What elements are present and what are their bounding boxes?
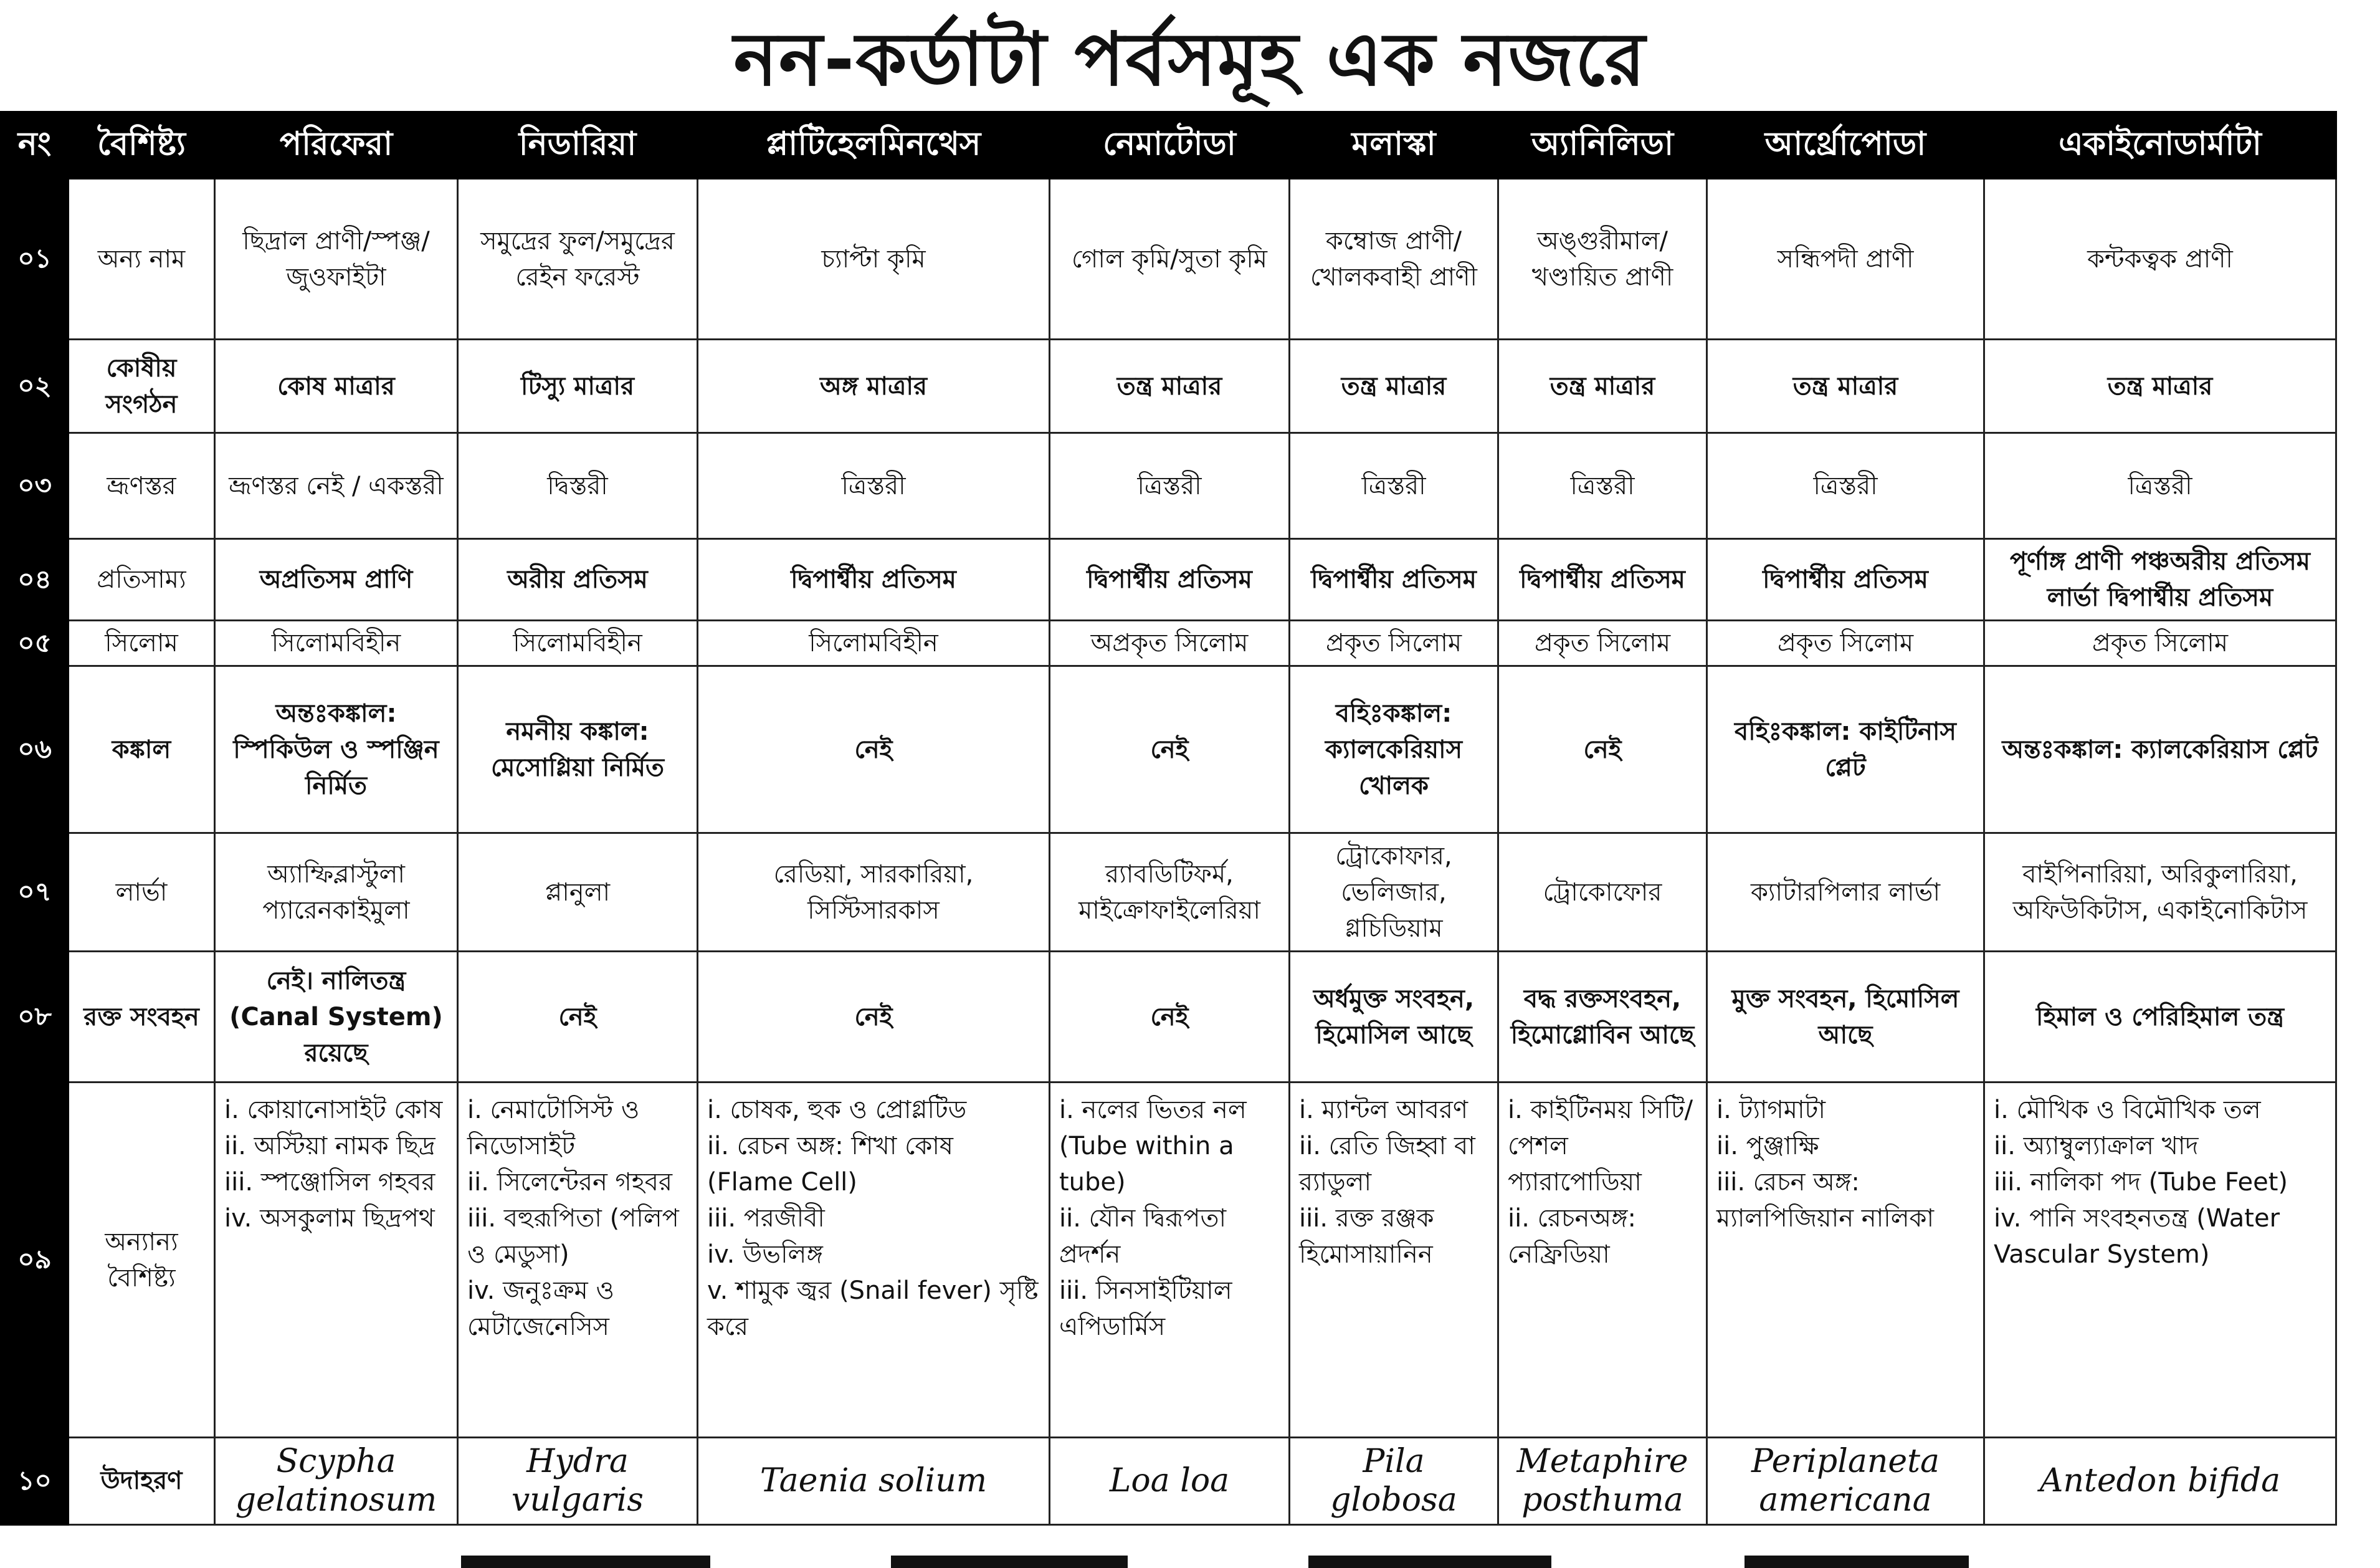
row-number: ০৯ <box>1 1083 69 1438</box>
table-cell: চ্যাপ্টা কৃমি <box>698 179 1050 340</box>
list-item: iv. পানি সংবহনতন্ত্র (Water Vascular System) <box>1994 1204 2280 1269</box>
table-cell: বহিঃকঙ্কাল: ক্যালকেরিয়াস খোলক <box>1290 666 1498 833</box>
table-cell: সন্ধিপদী প্রাণী <box>1707 179 1984 340</box>
table-cell: দ্বিপার্শ্বীয় প্রতিসম <box>1290 539 1498 621</box>
bottom-divider <box>1745 1556 1969 1568</box>
table-cell: সিলোমবিহীন <box>458 621 698 666</box>
table-cell: গোল কৃমি/সুতা কৃমি <box>1050 179 1290 340</box>
table-cell: নেই <box>698 666 1050 833</box>
table-cell: ট্রোকোফার, ভেলিজার, গ্লচিডিয়াম <box>1290 833 1498 952</box>
table-cell: অন্তঃকঙ্কাল: স্পিকিউল ও স্পঞ্জিন নির্মিত <box>215 666 458 833</box>
header-echinodermata: একাইনোডার্মাটা <box>1984 112 2336 179</box>
table-cell: প্রকৃত সিলোম <box>1984 621 2336 666</box>
table-cell: অপ্রকৃত সিলোম <box>1050 621 1290 666</box>
list-cell <box>698 1083 1050 1438</box>
header-row <box>1 112 2336 179</box>
list-item: ii. সিলেন্টেরন গহবর <box>467 1168 673 1197</box>
table-row <box>1 621 2336 666</box>
table-row <box>1 433 2336 539</box>
list-item: i. চোষক, হুক ও প্রোগ্লটিড <box>707 1096 967 1124</box>
table-cell: ত্রিস্তরী <box>1707 433 1984 539</box>
table-cell: Metaphire posthuma <box>1498 1438 1707 1525</box>
table-cell: অঙ্গ মাত্রার <box>698 340 1050 433</box>
table-row <box>1 1438 2336 1525</box>
list-item: iii. রক্ত রঞ্জক হিমোসায়ানিন <box>1299 1204 1434 1269</box>
table-cell: অঙ্গুরীমাল/ খণ্ডায়িত প্রাণী <box>1498 179 1707 340</box>
table-cell: ভ্রূণস্তর নেই / একস্তরী <box>215 433 458 539</box>
row-feature: অন্যান্য বৈশিষ্ট্য <box>69 1083 215 1438</box>
table-cell: ত্রিস্তরী <box>1050 433 1290 539</box>
table-cell: ত্রিস্তরী <box>698 433 1050 539</box>
row-feature: ভ্রূণস্তর <box>69 433 215 539</box>
table-row <box>1 340 2336 433</box>
bottom-divider <box>461 1556 710 1568</box>
table-cell: দ্বিস্তরী <box>458 433 698 539</box>
row-feature: প্রতিসাম্য <box>69 539 215 621</box>
table-cell: ছিদ্রাল প্রাণী/স্পঞ্জ/ জুওফাইটা <box>215 179 458 340</box>
table-cell: প্লানুলা <box>458 833 698 952</box>
list-cell <box>1498 1083 1707 1438</box>
table-cell: অন্তঃকঙ্কাল: ক্যালকেরিয়াস প্লেট <box>1984 666 2336 833</box>
table-cell: নেই <box>458 952 698 1083</box>
row-number: ০৭ <box>1 833 69 952</box>
row-number: ০৫ <box>1 621 69 666</box>
table-cell: সিলোমবিহীন <box>215 621 458 666</box>
list-item: iv. উভলিঙ্গ <box>707 1240 823 1269</box>
table-row <box>1 539 2336 621</box>
table-cell: তন্ত্র মাত্রার <box>1498 340 1707 433</box>
table-cell: বাইপিনারিয়া, অরিকুলারিয়া, অফিউকিটাস, একাইনোকিটাস <box>1984 833 2336 952</box>
list-item: i. কোয়ানোসাইট কোষ <box>224 1096 443 1124</box>
list-item: iii. বহুরূপিতা (পলিপ ও মেডুসা) <box>467 1204 679 1269</box>
row-feature: সিলোম <box>69 621 215 666</box>
table-cell: ত্রিস্তরী <box>1498 433 1707 539</box>
table-cell: ট্রোকোফোর <box>1498 833 1707 952</box>
row-number: ০৪ <box>1 539 69 621</box>
list-item: iii. পরজীবী <box>707 1204 825 1233</box>
header-porifera: পরিফেরা <box>215 112 458 179</box>
table-cell: কন্টকত্বক প্রাণী <box>1984 179 2336 340</box>
list-item: ii. পুঞ্জাক্ষি <box>1716 1132 1819 1160</box>
list-cell <box>215 1083 458 1438</box>
table-cell: অর্ধমুক্ত সংবহন, হিমোসিল আছে <box>1290 952 1498 1083</box>
table-cell: অপ্রতিসম প্রাণি <box>215 539 458 621</box>
list-item: i. নেমাটোসিস্ট ও নিডোসাইট <box>467 1096 640 1160</box>
table-cell: নেই <box>698 952 1050 1083</box>
header-feature: বৈশিষ্ট্য <box>69 112 215 179</box>
list-cell <box>458 1083 698 1438</box>
table-row <box>1 666 2336 833</box>
table-cell: মুক্ত সংবহন, হিমোসিল আছে <box>1707 952 1984 1083</box>
header-num: নং <box>1 112 69 179</box>
row-feature: উদাহরণ <box>69 1438 215 1525</box>
list-item: i. ম্যান্টল আবরণ <box>1299 1096 1468 1124</box>
list-item: iv. জনুঃক্রম ও মেটাজেনেসিস <box>467 1276 614 1341</box>
row-feature: অন্য নাম <box>69 179 215 340</box>
list-item: iii. সিনসাইটিয়াল এপিডার্মিস <box>1059 1276 1232 1341</box>
table-cell: কোষ মাত্রার <box>215 340 458 433</box>
table-row <box>1 833 2336 952</box>
table-cell: Hydra vulgaris <box>458 1438 698 1525</box>
table-cell: তন্ত্র মাত্রার <box>1290 340 1498 433</box>
table-cell: Periplaneta americana <box>1707 1438 1984 1525</box>
header-nematoda: নেমাটোডা <box>1050 112 1290 179</box>
table-cell: দ্বিপার্শ্বীয় প্রতিসম <box>1050 539 1290 621</box>
table-cell: র‍্যাবডিটিফর্ম, মাইক্রোফাইলেরিয়া <box>1050 833 1290 952</box>
table-cell: নেই <box>1050 666 1290 833</box>
list-item: ii. অস্টিয়া নামক ছিদ্র <box>224 1132 436 1160</box>
table-cell: ত্রিস্তরী <box>1984 433 2336 539</box>
table-cell: প্রকৃত সিলোম <box>1290 621 1498 666</box>
list-item: ii. রেচন অঙ্গ: শিখা কোষ (Flame Cell) <box>707 1132 953 1197</box>
list-item: v. শামুক জ্বর (Snail fever) সৃষ্টি করে <box>707 1276 1039 1341</box>
header-mollusca: মলাস্কা <box>1290 112 1498 179</box>
list-item: iii. নালিকা পদ (Tube Feet) <box>1994 1168 2288 1197</box>
table-cell: পূর্ণাঙ্গ প্রাণী পঞ্চঅরীয় প্রতিসম লার্ভা দ্বিপার্শ্বীয় প্রতিসম <box>1984 539 2336 621</box>
comparison-sheet <box>0 111 2335 1526</box>
list-item: iv. অসকুলাম ছিদ্রপথ <box>224 1204 435 1233</box>
table-cell: নেই <box>1498 666 1707 833</box>
bottom-divider <box>1308 1556 1551 1568</box>
table-cell: দ্বিপার্শ্বীয় প্রতিসম <box>1498 539 1707 621</box>
header-cnidaria: নিডারিয়া <box>458 112 698 179</box>
table-cell: রেডিয়া, সারকারিয়া, সিস্টিসারকাস <box>698 833 1050 952</box>
row-number: ১০ <box>1 1438 69 1525</box>
header-annelida: অ্যানিলিডা <box>1498 112 1707 179</box>
table-cell: ত্রিস্তরী <box>1290 433 1498 539</box>
table-cell: সমুদ্রের ফুল/সমুদ্রের রেইন ফরেস্ট <box>458 179 698 340</box>
list-cell <box>1984 1083 2336 1438</box>
list-cell <box>1707 1083 1984 1438</box>
row-number: ০১ <box>1 179 69 340</box>
page-title: নন-কর্ডাটা পর্বসমূহ এক নজরে <box>733 16 1647 102</box>
table-cell: প্রকৃত সিলোম <box>1707 621 1984 666</box>
table-cell: তন্ত্র মাত্রার <box>1984 340 2336 433</box>
table-cell: টিস্যু মাত্রার <box>458 340 698 433</box>
row-feature: কঙ্কাল <box>69 666 215 833</box>
list-cell <box>1050 1083 1290 1438</box>
bottom-divider <box>891 1556 1128 1568</box>
list-item: i. কাইটিনময় সিটি/পেশল প্যারাপোডিয়া <box>1508 1096 1693 1197</box>
table-cell: অরীয় প্রতিসম <box>458 539 698 621</box>
row-number: ০৩ <box>1 433 69 539</box>
row-feature: কোষীয় সংগঠন <box>69 340 215 433</box>
table-cell: কম্বোজ প্রাণী/ খোলকবাহী প্রাণী <box>1290 179 1498 340</box>
list-item: i. ট্যাগমাটা <box>1716 1096 1825 1124</box>
table-cell: ক্যাটারপিলার লার্ভা <box>1707 833 1984 952</box>
row-feature: রক্ত সংবহন <box>69 952 215 1083</box>
table-cell: বহিঃকঙ্কাল: কাইটিনাস প্লেট <box>1707 666 1984 833</box>
list-item: i. নলের ভিতর নল (Tube within a tube) <box>1059 1096 1247 1197</box>
phyla-table <box>0 111 2337 1526</box>
table-cell: তন্ত্র মাত্রার <box>1707 340 1984 433</box>
table-cell: নেই <box>1050 952 1290 1083</box>
table-cell: বদ্ধ রক্তসংবহন, হিমোগ্লোবিন আছে <box>1498 952 1707 1083</box>
table-cell: হিমাল ও পেরিহিমাল তন্ত্র <box>1984 952 2336 1083</box>
header-platyhelminthes: প্লাটিহেলমিনথেস <box>698 112 1050 179</box>
table-cell: নমনীয় কঙ্কাল: মেসোগ্লিয়া নির্মিত <box>458 666 698 833</box>
table-cell: দ্বিপার্শ্বীয় প্রতিসম <box>1707 539 1984 621</box>
table-cell: অ্যাম্ফিব্লাস্টুলা প্যারেনকাইমুলা <box>215 833 458 952</box>
row-feature: লার্ভা <box>69 833 215 952</box>
table-cell: তন্ত্র মাত্রার <box>1050 340 1290 433</box>
list-item: iii. রেচন অঙ্গ: ম্যালপিজিয়ান নালিকা <box>1716 1168 1935 1233</box>
table-cell: Taenia solium <box>698 1438 1050 1525</box>
header-arthropoda: আর্থ্রোপোডা <box>1707 112 1984 179</box>
list-item: iii. স্পঞ্জোসিল গহবর <box>224 1168 436 1197</box>
list-item: i. মৌখিক ও বিমৌখিক তল <box>1994 1096 2261 1124</box>
table-cell: নেই। নালিতন্ত্র (Canal System) রয়েছে <box>215 952 458 1083</box>
table-row <box>1 179 2336 340</box>
table-cell: Scypha gelatinosum <box>215 1438 458 1525</box>
row-number: ০৮ <box>1 952 69 1083</box>
table-row <box>1 1083 2336 1438</box>
table-cell: Antedon bifida <box>1984 1438 2336 1525</box>
table-cell: প্রকৃত সিলোম <box>1498 621 1707 666</box>
row-number: ০২ <box>1 340 69 433</box>
list-item: ii. অ্যাম্বুল্যাক্রাল খাদ <box>1994 1132 2199 1160</box>
table-cell: সিলোমবিহীন <box>698 621 1050 666</box>
list-item: ii. যৌন দ্বিরূপতা প্রদর্শন <box>1059 1204 1227 1269</box>
list-item: ii. রেচনঅঙ্গ: নেফ্রিডিয়া <box>1508 1204 1636 1269</box>
table-cell: Pila globosa <box>1290 1438 1498 1525</box>
table-cell: দ্বিপার্শ্বীয় প্রতিসম <box>698 539 1050 621</box>
row-number: ০৬ <box>1 666 69 833</box>
list-item: ii. রেতি জিহ্বা বা র‍্যাডুলা <box>1299 1132 1475 1197</box>
list-cell <box>1290 1083 1498 1438</box>
table-cell: Loa loa <box>1050 1438 1290 1525</box>
table-row <box>1 952 2336 1083</box>
